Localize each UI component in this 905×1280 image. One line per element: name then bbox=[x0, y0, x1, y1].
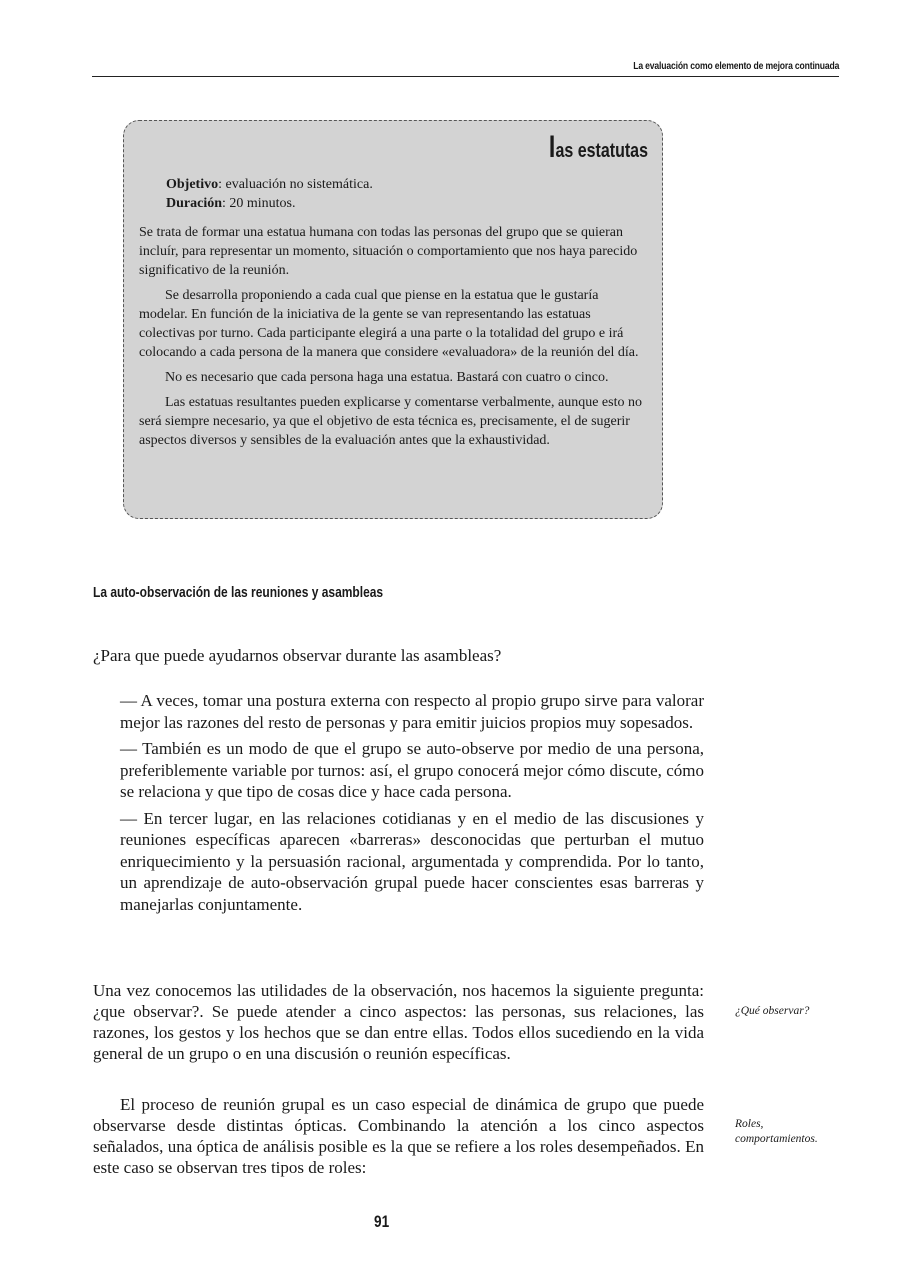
duration-value: : 20 minutos. bbox=[222, 196, 296, 211]
bullet-item: — En tercer lugar, en las relaciones cotidianas y en el medio de las discusiones y reuniones específicas aparecen «barreras» desconocidas que perturban el mutuo enriquecimiento y la persuasión racional, argumentada y comprendida. Por lo tanto, un aprendizaje de auto-observación grupal puede hacer conscientes esas barreras y manejarlas conjuntamente. bbox=[120, 808, 704, 914]
box-title-initial: l bbox=[548, 131, 556, 164]
objective-line bbox=[166, 175, 373, 194]
duration-label: Duración bbox=[166, 196, 222, 211]
margin-note-line: comportamientos. bbox=[735, 1133, 818, 1145]
box-title bbox=[549, 131, 648, 165]
bullet-item: — También es un modo de que el grupo se auto-observe por medio de una persona, preferiblemente variable por turnos: así, el grupo conocerá mejor cómo discute, cómo se relaciona y que tipo de cosas dice y hace cada persona. bbox=[120, 739, 704, 801]
page-number: 91 bbox=[374, 1212, 390, 1231]
margin-note-line: Roles, bbox=[735, 1118, 764, 1130]
objective-value: : evaluación no sistemática. bbox=[218, 177, 373, 192]
duration-line bbox=[166, 194, 373, 213]
box-title-rest: as estatutas bbox=[555, 140, 648, 162]
box-paragraph: No es necesario que cada persona haga una estatua. Bastará con cuatro o cinco. bbox=[165, 370, 609, 385]
box-body bbox=[139, 223, 649, 456]
bullet-item: — A veces, tomar una postura externa con respecto al propio grupo sirve para valorar mejor las razones del resto de personas y para emitir juicios propios muy sopesados. bbox=[120, 691, 704, 732]
margin-note: ¿Qué observar? bbox=[735, 1005, 810, 1017]
box-paragraph: Se desarrolla proponiendo a cada cual que piense en la estatua que le gustaría modelar. En función de la iniciativa de la gente se van representando las estatuas colectivas por turno. Cada participante elegirá a una parte o la totalidad del grupo e irá colocando a cada persona de la manera que considere «evaluadora» de la reunión del día. bbox=[139, 288, 639, 360]
box-paragraph: Las estatuas resultantes pueden explicarse y comentarse verbalmente, aunque esto no será siempre necesario, ya que el objetivo de esta técnica es, precisamente, el de sugerir aspectos diversos y sensibles de la evaluación antes que la exhaustividad. bbox=[139, 395, 642, 448]
box-meta bbox=[166, 175, 373, 213]
running-title: La evaluación como elemento de mejora continuada bbox=[633, 60, 839, 72]
box-paragraph: Se trata de formar una estatua humana con todas las personas del grupo que se quieran incluír, para representar un momento, situación o comportamiento que nos haya parecido significativo de la reunión. bbox=[139, 225, 638, 278]
activity-box bbox=[123, 120, 663, 519]
objective-label: Objetivo bbox=[166, 177, 219, 192]
body-paragraph: El proceso de reunión grupal es un caso especial de dinámica de grupo que puede observarse desde distintas ópticas. Combinando la atención a los cinco aspectos señalados, una óptica de análisis posible es la que se refiere a los roles desempeñados. En este caso se observan tres tipos de roles: bbox=[93, 1095, 704, 1177]
body-paragraph: Una vez conocemos las utilidades de la observación, nos hacemos la siguiente pregunta: ¿que observar?. Se puede atender a cinco aspectos: las personas, sus relaciones, las razones, los gestos y los hechos que se dan entre ellas. Todos ellos sucediendo en la vida general de un grupo o en una discusión o reunión específicas. bbox=[93, 981, 704, 1063]
margin-note bbox=[735, 1117, 818, 1147]
bullet-list bbox=[120, 690, 704, 920]
section-question: ¿Para que puede ayudarnos observar durante las asambleas? bbox=[93, 646, 502, 665]
running-header bbox=[92, 58, 839, 77]
section-heading: La auto-observación de las reuniones y asambleas bbox=[93, 584, 384, 601]
